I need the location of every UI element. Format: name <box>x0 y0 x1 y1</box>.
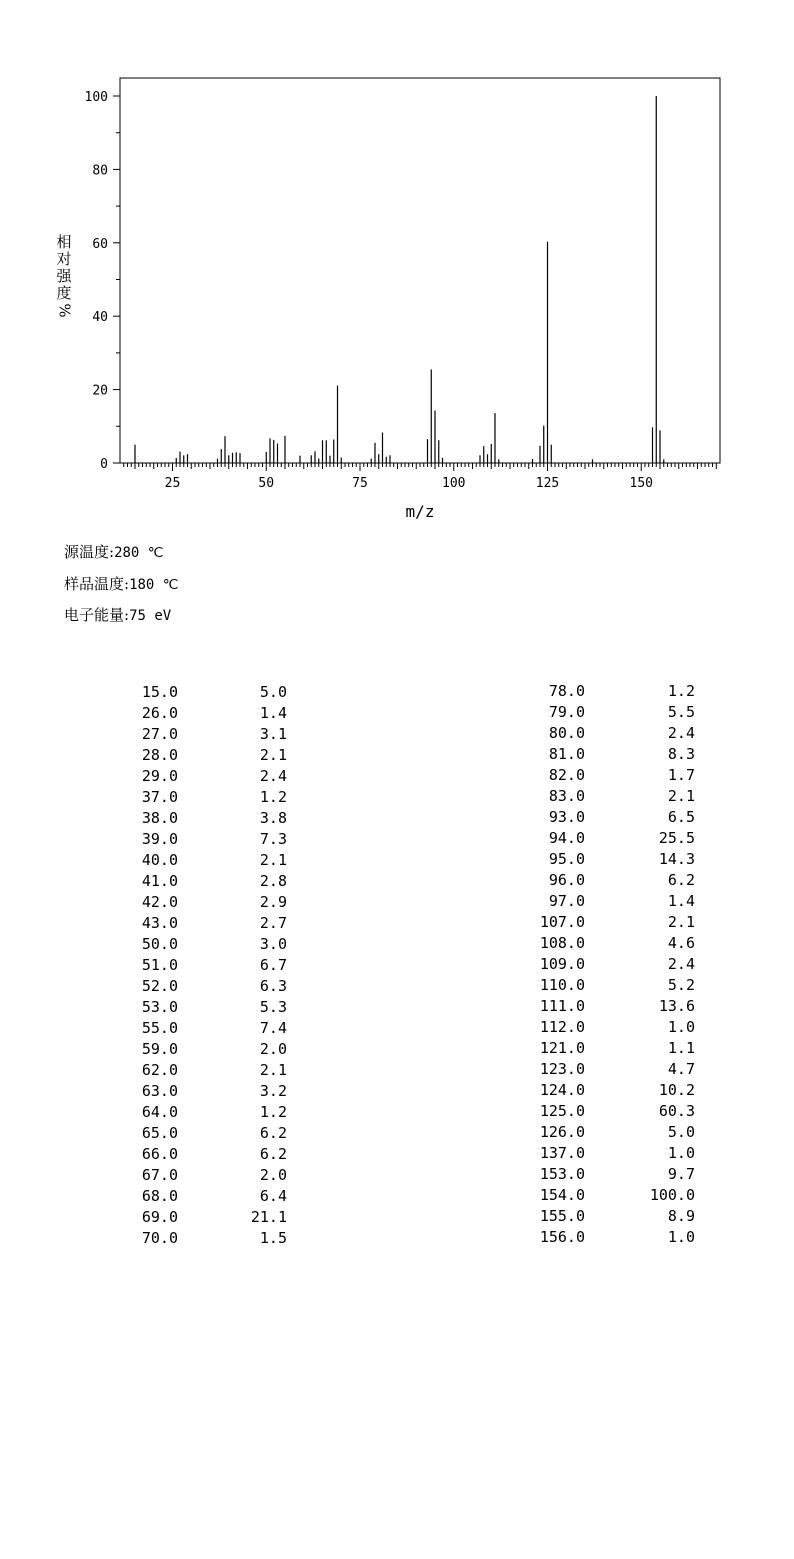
peak-intensity: 14.3 <box>658 850 695 868</box>
peak-mz: 110.0 <box>539 976 585 994</box>
y-tick-label: 0 <box>100 457 108 472</box>
peak-intensity: 6.2 <box>259 1124 287 1142</box>
peak-mz: 95.0 <box>548 850 585 868</box>
peak-table-row <box>120 1228 290 1249</box>
peak-intensity: 5.2 <box>667 976 695 994</box>
peak-mz: 96.0 <box>548 871 585 889</box>
peak-table-row <box>120 808 290 829</box>
y-axis-label <box>54 234 74 319</box>
peak-mz: 69.0 <box>141 1208 178 1226</box>
x-tick-label: 100 <box>442 476 466 491</box>
peak-intensity: 8.9 <box>667 1207 695 1225</box>
peak-table-row <box>120 1186 290 1207</box>
peak-mz: 37.0 <box>141 788 178 806</box>
peak-mz: 42.0 <box>141 893 178 911</box>
x-tick-label: 25 <box>164 476 181 491</box>
peak-table-row <box>120 850 290 871</box>
peak-intensity: 13.6 <box>658 997 695 1015</box>
peak-intensity: 1.4 <box>259 704 287 722</box>
peak-table-row <box>120 829 290 850</box>
source-temperature <box>64 541 164 562</box>
peak-intensity: 2.8 <box>259 872 287 890</box>
y-axis-label-char: 强 <box>56 267 72 285</box>
peak-intensity: 4.7 <box>667 1060 695 1078</box>
peak-intensity: 2.1 <box>259 746 287 764</box>
peak-mz: 26.0 <box>141 704 178 722</box>
peak-intensity: 7.3 <box>259 830 287 848</box>
peak-table-row <box>500 1122 700 1143</box>
peak-mz: 111.0 <box>539 997 585 1015</box>
y-tick-label: 60 <box>92 236 108 252</box>
peak-mz: 154.0 <box>539 1186 585 1204</box>
peak-intensity: 100.0 <box>649 1186 695 1204</box>
peak-intensity: 2.1 <box>259 851 287 869</box>
source-temperature-value: 280 ℃ <box>114 545 164 561</box>
peak-mz: 51.0 <box>141 956 178 974</box>
y-tick-label: 80 <box>92 163 108 179</box>
peak-table-row <box>500 1038 700 1059</box>
peak-table-row <box>500 954 700 975</box>
peak-mz: 153.0 <box>539 1165 585 1183</box>
x-axis <box>124 463 717 491</box>
y-tick-label: 20 <box>92 383 108 399</box>
peak-mz: 40.0 <box>141 851 178 869</box>
peak-intensity: 2.1 <box>667 787 695 805</box>
peak-table-row <box>120 766 290 787</box>
peak-intensity: 6.2 <box>667 871 695 889</box>
peak-mz: 59.0 <box>141 1040 178 1058</box>
peak-table-row <box>120 682 290 703</box>
peak-intensity: 2.1 <box>259 1061 287 1079</box>
peak-mz: 65.0 <box>141 1124 178 1142</box>
peak-intensity: 6.5 <box>667 808 695 826</box>
peak-mz: 112.0 <box>539 1018 585 1036</box>
peak-table-row <box>500 870 700 891</box>
peak-table-row <box>500 1017 700 1038</box>
peak-table-row <box>500 975 700 996</box>
peak-mz: 55.0 <box>141 1019 178 1037</box>
peak-mz: 137.0 <box>539 1144 585 1162</box>
peak-table-row <box>120 1123 290 1144</box>
x-tick-label: 75 <box>352 476 368 491</box>
peak-intensity: 10.2 <box>658 1081 695 1099</box>
peak-table-row <box>120 934 290 955</box>
y-axis-label-char: 相 <box>56 233 72 251</box>
y-axis-label-char: 度 <box>56 284 72 302</box>
peak-mz: 52.0 <box>141 977 178 995</box>
peak-intensity: 7.4 <box>259 1019 287 1037</box>
peak-mz: 97.0 <box>548 892 585 910</box>
peak-table-row <box>500 702 700 723</box>
peak-lines <box>135 96 664 463</box>
peak-mz: 81.0 <box>548 745 585 763</box>
peak-intensity: 2.9 <box>259 893 287 911</box>
peak-table-left <box>120 682 290 1249</box>
peak-table-row <box>500 1227 700 1248</box>
peak-intensity: 2.4 <box>667 724 695 742</box>
peak-table-row <box>120 1081 290 1102</box>
peak-intensity: 1.2 <box>667 682 695 700</box>
peak-intensity: 1.2 <box>259 788 287 806</box>
peak-mz: 82.0 <box>548 766 585 784</box>
peak-table-row <box>500 1206 700 1227</box>
peak-table-row <box>120 1165 290 1186</box>
peak-mz: 155.0 <box>539 1207 585 1225</box>
peak-mz: 50.0 <box>141 935 178 953</box>
y-axis-label-char: 对 <box>56 250 72 268</box>
peak-table-row <box>500 807 700 828</box>
mass-spectrum-chart <box>0 0 794 530</box>
peak-mz: 39.0 <box>141 830 178 848</box>
peak-intensity: 1.0 <box>667 1018 695 1036</box>
peak-mz: 15.0 <box>141 683 178 701</box>
peak-mz: 107.0 <box>539 913 585 931</box>
peak-table-row <box>500 723 700 744</box>
peak-intensity: 1.2 <box>259 1103 287 1121</box>
peak-intensity: 9.7 <box>667 1165 695 1183</box>
peak-intensity: 1.5 <box>259 1229 287 1247</box>
peak-table-row <box>120 1102 290 1123</box>
peak-intensity: 6.3 <box>259 977 287 995</box>
peak-mz: 123.0 <box>539 1060 585 1078</box>
peak-table-row <box>120 1207 290 1228</box>
peak-intensity: 2.4 <box>259 767 287 785</box>
peak-mz: 38.0 <box>141 809 178 827</box>
plot-frame <box>120 78 720 463</box>
peak-table-row <box>500 786 700 807</box>
y-axis-label-unit: % <box>55 303 74 318</box>
peak-table-row <box>500 744 700 765</box>
peak-intensity: 21.1 <box>250 1208 287 1226</box>
sample-temperature <box>64 573 179 594</box>
peak-mz: 93.0 <box>548 808 585 826</box>
peak-intensity: 1.1 <box>667 1039 695 1057</box>
peak-table-row <box>500 912 700 933</box>
peak-intensity: 2.7 <box>259 914 287 932</box>
peak-intensity: 2.1 <box>667 913 695 931</box>
peak-mz: 79.0 <box>548 703 585 721</box>
electron-energy <box>64 604 171 625</box>
peak-mz: 29.0 <box>141 767 178 785</box>
peak-mz: 70.0 <box>141 1229 178 1247</box>
peak-mz: 83.0 <box>548 787 585 805</box>
peak-table-row <box>120 1039 290 1060</box>
peak-table-right <box>500 681 700 1248</box>
peak-table-row <box>500 1164 700 1185</box>
peak-intensity: 5.3 <box>259 998 287 1016</box>
peak-intensity: 2.0 <box>259 1040 287 1058</box>
peak-intensity: 60.3 <box>658 1102 695 1120</box>
peak-intensity: 6.7 <box>259 956 287 974</box>
y-axis <box>85 90 120 472</box>
peak-intensity: 6.4 <box>259 1187 287 1205</box>
peak-table-row <box>120 1060 290 1081</box>
peak-intensity: 1.7 <box>667 766 695 784</box>
peak-mz: 62.0 <box>141 1061 178 1079</box>
peak-mz: 109.0 <box>539 955 585 973</box>
source-temperature-label: 源温度: <box>64 543 115 561</box>
sample-temperature-value: 180 ℃ <box>129 577 179 593</box>
peak-table-row <box>500 1059 700 1080</box>
peak-mz: 41.0 <box>141 872 178 890</box>
peak-mz: 125.0 <box>539 1102 585 1120</box>
peak-table-row <box>120 787 290 808</box>
peak-table-row <box>500 891 700 912</box>
peak-mz: 66.0 <box>141 1145 178 1163</box>
peak-intensity: 1.0 <box>667 1228 695 1246</box>
peak-table-row <box>120 703 290 724</box>
peak-mz: 126.0 <box>539 1123 585 1141</box>
peak-mz: 124.0 <box>539 1081 585 1099</box>
peak-table-row <box>120 871 290 892</box>
peak-table-row <box>120 1144 290 1165</box>
y-tick-label: 40 <box>92 310 108 326</box>
peak-intensity: 8.3 <box>667 745 695 763</box>
peak-intensity: 5.0 <box>667 1123 695 1141</box>
peak-intensity: 2.0 <box>259 1166 287 1184</box>
peak-table-row <box>500 828 700 849</box>
peak-intensity: 3.0 <box>259 935 287 953</box>
peak-mz: 67.0 <box>141 1166 178 1184</box>
peak-intensity: 2.4 <box>667 955 695 973</box>
peak-intensity: 4.6 <box>667 934 695 952</box>
peak-mz: 27.0 <box>141 725 178 743</box>
peak-table-row <box>500 933 700 954</box>
peak-mz: 121.0 <box>539 1039 585 1057</box>
peak-intensity: 1.4 <box>667 892 695 910</box>
peak-intensity: 5.5 <box>667 703 695 721</box>
peak-table-row <box>120 976 290 997</box>
peak-mz: 63.0 <box>141 1082 178 1100</box>
electron-energy-label: 电子能量: <box>64 606 130 624</box>
peak-mz: 64.0 <box>141 1103 178 1121</box>
peak-mz: 43.0 <box>141 914 178 932</box>
peak-table-row <box>500 1080 700 1101</box>
peak-mz: 53.0 <box>141 998 178 1016</box>
peak-mz: 80.0 <box>548 724 585 742</box>
peak-table-row <box>120 1018 290 1039</box>
electron-energy-value: 75 eV <box>129 608 172 624</box>
peak-table-row <box>500 1101 700 1122</box>
x-axis-label: m/z <box>405 502 435 521</box>
peak-table-row <box>120 913 290 934</box>
peak-intensity: 5.0 <box>259 683 287 701</box>
x-tick-label: 50 <box>258 476 275 491</box>
peak-table-row <box>500 996 700 1017</box>
peak-intensity: 6.2 <box>259 1145 287 1163</box>
peak-mz: 156.0 <box>539 1228 585 1246</box>
peak-table-row <box>500 1185 700 1206</box>
peak-mz: 108.0 <box>539 934 585 952</box>
peak-mz: 78.0 <box>548 682 585 700</box>
x-tick-label: 125 <box>535 476 560 491</box>
peak-table-row <box>120 997 290 1018</box>
peak-table-row <box>500 849 700 870</box>
peak-table-row <box>500 681 700 702</box>
peak-intensity: 3.8 <box>259 809 287 827</box>
peak-intensity: 3.1 <box>259 725 287 743</box>
peak-table-row <box>120 955 290 976</box>
peak-table-row <box>500 1143 700 1164</box>
peak-intensity: 3.2 <box>259 1082 287 1100</box>
x-tick-label: 150 <box>629 476 653 491</box>
peak-table-row <box>120 724 290 745</box>
peak-intensity: 1.0 <box>667 1144 695 1162</box>
peak-mz: 28.0 <box>141 746 178 764</box>
y-tick-label: 100 <box>84 90 108 105</box>
peak-table-row <box>120 745 290 766</box>
sample-temperature-label: 样品温度: <box>64 575 130 593</box>
peak-mz: 94.0 <box>548 829 585 847</box>
peak-intensity: 25.5 <box>658 829 695 847</box>
peak-table-row <box>120 892 290 913</box>
peak-table-row <box>500 765 700 786</box>
peak-mz: 68.0 <box>141 1187 178 1205</box>
